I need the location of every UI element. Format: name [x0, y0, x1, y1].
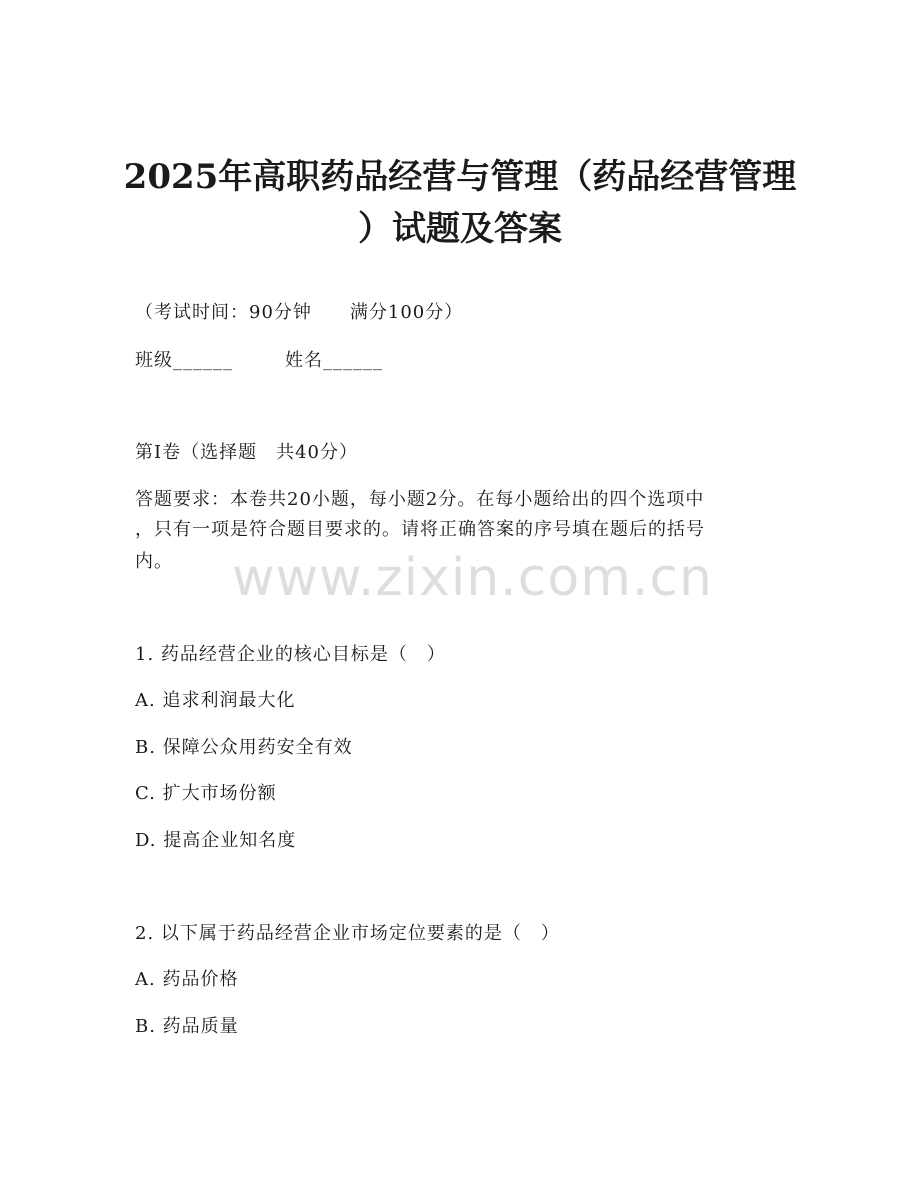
question-option: B. 药品质量 — [135, 1016, 239, 1037]
student-info-row — [135, 349, 383, 373]
name-field-label: 姓名______ — [285, 350, 383, 371]
watermark-text: www.zixin.com.cn — [232, 548, 713, 608]
title-line-2: ）试题及答案 — [358, 209, 562, 249]
question-option: A. 追求利润最大化 — [135, 690, 296, 711]
instructions-line-2: ，只有一项是符合题目要求的。请将正确答案的序号填在题后的括号 — [135, 519, 705, 540]
exam-info: （考试时间：90分钟 满分100分） — [135, 302, 464, 323]
question-option: A. 药品价格 — [135, 969, 239, 990]
class-field-label: 班级______ — [135, 350, 233, 371]
question-stem: 1. 药品经营企业的核心目标是（ ） — [135, 644, 446, 665]
document-title — [100, 153, 820, 257]
question-option: C. 扩大市场份额 — [135, 783, 277, 804]
question-stem: 2. 以下属于药品经营企业市场定位要素的是（ ） — [135, 923, 560, 944]
instructions-line-3: 内。 — [135, 551, 173, 572]
question-option: B. 保障公众用药安全有效 — [135, 737, 353, 758]
instructions-line-1: 答题要求：本卷共20小题，每小题2分。在每小题给出的四个选项中 — [135, 489, 705, 510]
section-heading: 第I卷（选择题 共40分） — [135, 442, 359, 463]
title-line-1: 2025年高职药品经营与管理（药品经营管理 — [123, 157, 797, 197]
question-option: D. 提高企业知名度 — [135, 830, 297, 851]
